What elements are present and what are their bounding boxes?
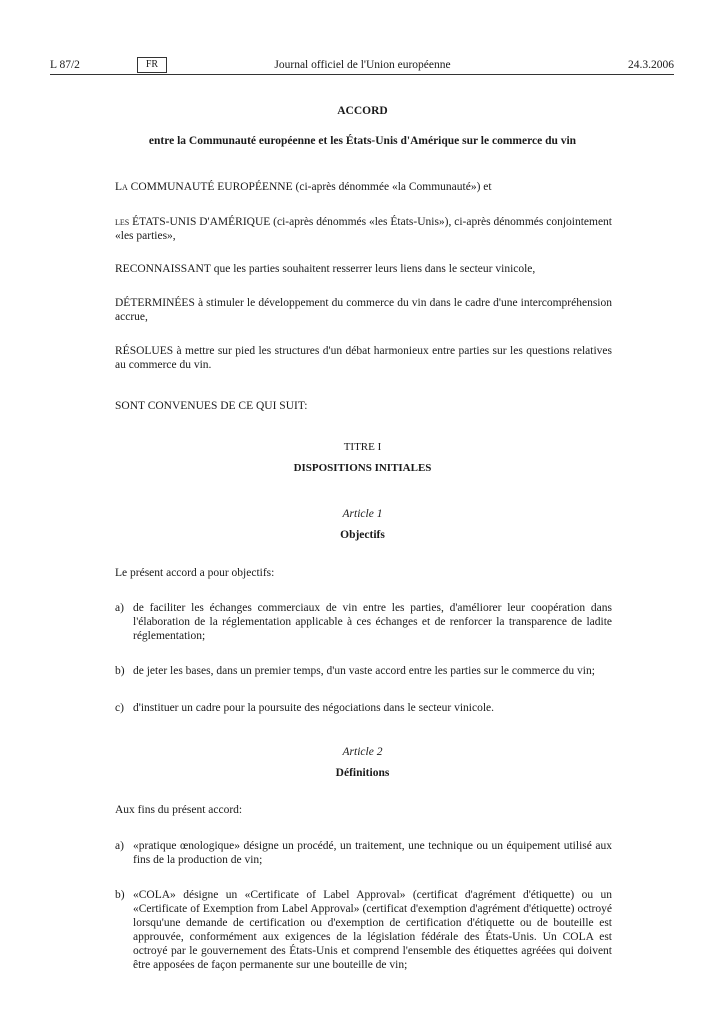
article-1-heading: Objectifs: [340, 529, 385, 541]
list-marker: b): [115, 665, 125, 677]
preamble-paragraph: [115, 180, 612, 194]
list-marker: a): [115, 602, 124, 614]
preamble-text: que les parties souhaitent resserrer leurs liens dans le secteur vinicole,: [210, 263, 536, 275]
preamble-text: à stimuler le développement du commerce du vin dans le cadre d'une intercompréhension accrue,: [115, 297, 612, 323]
preamble-paragraph: [115, 215, 612, 243]
preamble-caps: La COMMUNAUTÉ EUROPÉENNE: [115, 181, 293, 193]
preamble-paragraph: [115, 262, 612, 276]
preamble-caps: RÉSOLUES: [115, 345, 174, 357]
preamble-text: à mettre sur pied les structures d'un débat harmonieux entre parties sur les questions relatives au commerce du vin.: [115, 345, 612, 371]
publication-date: 24.3.2006: [628, 59, 674, 71]
list-marker: b): [115, 889, 125, 901]
article-1-label: Article 1: [342, 508, 383, 520]
list-item: [115, 601, 612, 643]
preamble-text: (ci-après dénommée «la Communauté») et: [292, 181, 492, 193]
article-1-intro: Le présent accord a pour objectifs:: [115, 567, 275, 579]
preamble-paragraph: [115, 399, 612, 413]
list-item: [115, 888, 612, 972]
list-item: [115, 839, 612, 867]
list-item-text: de faciliter les échanges commerciaux de vin entre les parties, d'améliorer leur coopération dans l'élaboration de la réglementation applicable à ces échanges et de renforcer la transparence de ladite réglementation;: [133, 602, 612, 642]
preamble-caps: DÉTERMINÉES: [115, 297, 195, 309]
titre-label: TITRE I: [343, 441, 382, 453]
preamble-caps: les ÉTATS-UNIS D'AMÉRIQUE: [115, 216, 271, 228]
article-2-label: Article 2: [342, 746, 383, 758]
header-rule: [50, 74, 674, 75]
list-item-text: «pratique œnologique» désigne un procédé, un traitement, une technique ou un équipement utilisé aux fins de la production de vin;: [133, 840, 612, 866]
list-marker: a): [115, 840, 124, 852]
titre-name: DISPOSITIONS INITIALES: [293, 462, 432, 474]
preamble-paragraph: [115, 344, 612, 372]
article-2-heading: Définitions: [335, 767, 390, 779]
document-subtitle: entre la Communauté européenne et les États-Unis d'Amérique sur le commerce du vin: [148, 135, 577, 147]
list-marker: c): [115, 702, 124, 714]
document-title: ACCORD: [337, 105, 388, 117]
article-2-intro: Aux fins du présent accord:: [115, 804, 243, 816]
language-badge: FR: [137, 57, 167, 73]
list-item: [115, 664, 612, 678]
preamble-caps: RECONNAISSANT: [115, 263, 211, 275]
list-item-text: de jeter les bases, dans un premier temps, d'un vaste accord entre les parties sur le commerce du vin;: [133, 665, 595, 677]
list-item-text: «COLA» désigne un «Certificate of Label Approval» (certificat d'agrément d'étiquette) ou un «Certificate of Exemption from Label Approval» (certificat d'exemption d'agrément d'étiquette) octroyé lorsqu'une demande de certification ou d'exemption de certification d'étiquette ou de bouteille est approuvée, conformément aux exigences de la législation fédérale des États-Unis. Un COLA est octroyé par le gouvernement des États-Unis et comprend l'ensemble des étiquettes agréées qui doivent être apposées de façon permanente sur une bouteille de vin;: [133, 889, 612, 971]
preamble-caps: SONT CONVENUES DE CE QUI SUIT:: [115, 400, 308, 412]
list-item-text: d'instituer un cadre pour la poursuite des négociations dans le secteur vinicole.: [133, 702, 495, 714]
preamble-text: (ci-après dénommés «les États-Unis»), ci-après dénommés conjointement «les parties»,: [115, 216, 613, 242]
preamble-paragraph: [115, 296, 612, 324]
journal-title: Journal officiel de l'Union européenne: [274, 59, 451, 71]
page-reference: L 87/2: [50, 59, 80, 71]
list-item: [115, 701, 612, 715]
